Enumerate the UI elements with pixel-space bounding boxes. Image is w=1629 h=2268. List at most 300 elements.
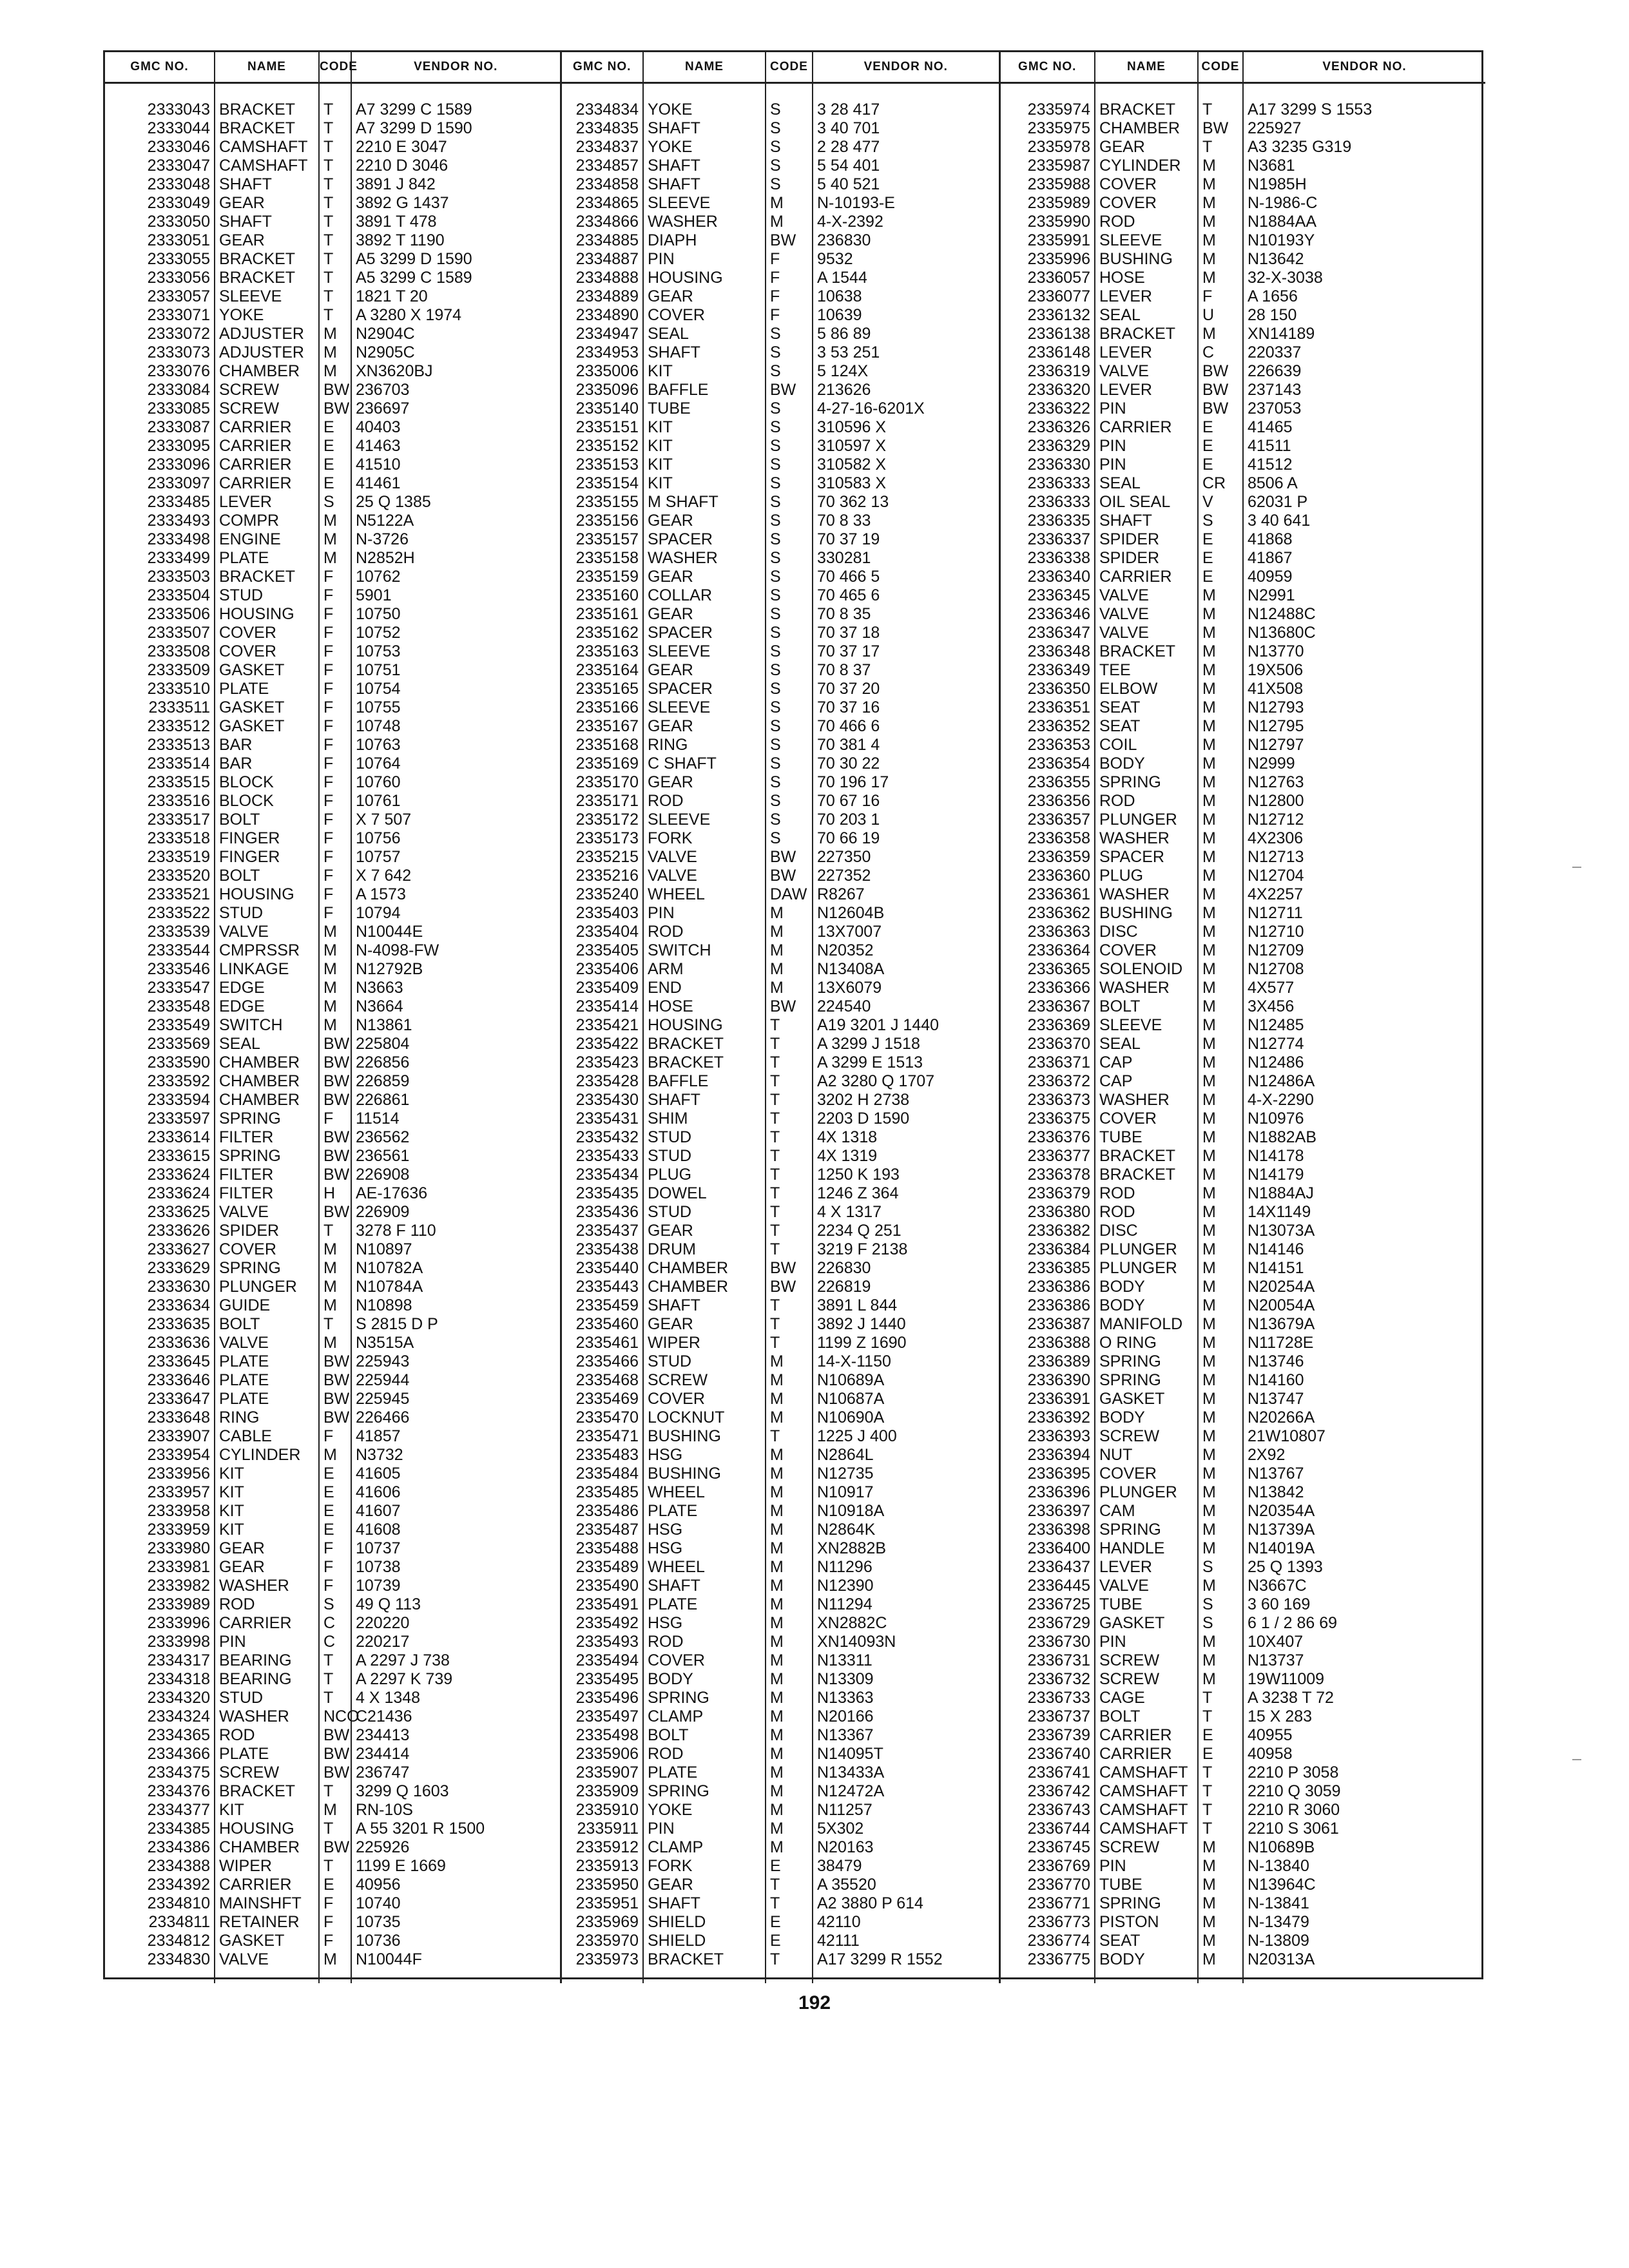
cell-name: ADJUSTER: [215, 325, 319, 343]
cell-vendor: 3202 H 2738: [813, 1091, 999, 1110]
cell-vendor: A17 3299 S 1553: [1248, 101, 1373, 119]
cell-gmc: 2335468: [561, 1371, 643, 1390]
cell-code: F: [319, 867, 351, 885]
cell-code: M: [1198, 754, 1243, 773]
table-row: [105, 138, 1485, 157]
cell-vendor: 5X302: [813, 1820, 999, 1838]
cell-gmc: 2336397: [999, 1502, 1095, 1521]
cell-name: WIPER: [215, 1857, 319, 1876]
cell-vendor: 70 196 17: [813, 773, 999, 792]
cell-vendor: XN2882C: [813, 1614, 999, 1633]
cell-vendor: N13363: [813, 1689, 999, 1707]
cell-gmc: 2333084: [105, 381, 215, 399]
cell-code: M: [1198, 867, 1243, 885]
cell-code: C: [1198, 343, 1243, 362]
cell-vendor: N12709: [1248, 941, 1304, 959]
cell-name: CHAMBER: [643, 1278, 766, 1296]
cell-gmc: 2333518: [105, 829, 215, 848]
cell-code: M: [1198, 1166, 1243, 1184]
cell-name: BOLT: [215, 1315, 319, 1334]
header-gmc-no: GMC NO.: [105, 52, 215, 83]
cell-vendor: 70 37 17: [813, 642, 999, 661]
cell-vendor: N2864K: [813, 1521, 999, 1539]
cell-vendor: 4 X 1348: [351, 1689, 561, 1707]
cell-name: SEAT: [1095, 717, 1198, 736]
cell-code: M: [1198, 1315, 1243, 1334]
cell-gmc: 2336360: [999, 867, 1095, 885]
cell-code: S: [766, 474, 813, 493]
table-row: [105, 1240, 1485, 1259]
cell-code: T: [319, 250, 351, 269]
cell-code: T: [319, 1782, 351, 1801]
cell-name: SWITCH: [215, 1016, 319, 1035]
cell-vendor: N10918A: [813, 1502, 999, 1521]
cell-name: SHAFT: [643, 1091, 766, 1110]
table-row: [105, 418, 1485, 437]
cell-name: SCREW: [1095, 1838, 1198, 1857]
table-row: [105, 549, 1485, 568]
cell-name: GEAR: [215, 194, 319, 213]
cell-gmc: 2335913: [561, 1857, 643, 1876]
table-row: [105, 530, 1485, 549]
cell-name: WHEEL: [643, 1483, 766, 1502]
cell-code: M: [1198, 1633, 1243, 1651]
cell-vendor: N12390: [813, 1577, 999, 1595]
cell-gmc: 2336330: [999, 456, 1095, 474]
cell-vendor: A2 3280 Q 1707: [813, 1072, 999, 1091]
cell-vendor: 236561: [351, 1147, 561, 1166]
cell-vendor: 13X7007: [813, 923, 999, 941]
cell-gmc: 2336394: [999, 1446, 1095, 1465]
table-row: [105, 1371, 1485, 1390]
cell-gmc: 2334865: [561, 194, 643, 213]
cell-code: BW: [319, 1128, 351, 1147]
cell-vendor: N1882AB: [1248, 1128, 1317, 1146]
cell-gmc: 2335493: [561, 1633, 643, 1651]
cell-name: ROD: [1095, 1184, 1198, 1203]
cell-vendor: N2852H: [351, 549, 561, 568]
table-row: [105, 1726, 1485, 1745]
cell-name: STUD: [643, 1203, 766, 1222]
cell-gmc: 2333087: [105, 418, 215, 437]
cell-gmc: 2335490: [561, 1577, 643, 1595]
cell-gmc: 2333647: [105, 1390, 215, 1408]
cell-vendor: 3892 G 1437: [351, 194, 561, 213]
parts-table: [105, 52, 1485, 1983]
cell-gmc: 2334388: [105, 1857, 215, 1876]
cell-vendor: N12763: [1248, 773, 1304, 791]
cell-name: HSG: [643, 1521, 766, 1539]
cell-vendor: 227350: [813, 848, 999, 867]
table-row: [105, 698, 1485, 717]
cell-gmc: 2336737: [999, 1707, 1095, 1726]
cell-code: M: [766, 1820, 813, 1838]
cell-name: WASHER: [1095, 979, 1198, 997]
cell-name: PLUG: [643, 1166, 766, 1184]
cell-vendor: 14-X-1150: [813, 1352, 999, 1371]
cell-vendor: N2905C: [351, 343, 561, 362]
cell-vendor: 220337: [1248, 343, 1302, 361]
header-vendor-no: VENDOR NO.: [351, 52, 561, 83]
cell-vendor: 40403: [351, 418, 561, 437]
cell-gmc: 2333998: [105, 1633, 215, 1651]
cell-vendor: 25 Q 1385: [351, 493, 561, 512]
cell-code: M: [1198, 1446, 1243, 1465]
table-row: [105, 1483, 1485, 1502]
cell-code: M: [766, 1633, 813, 1651]
cell-name: DOWEL: [643, 1184, 766, 1203]
cell-vendor: 4-27-16-6201X: [813, 399, 999, 418]
cell-name: COVER: [1095, 941, 1198, 960]
cell-name: BRACKET: [215, 568, 319, 586]
cell-vendor: N11294: [813, 1595, 999, 1614]
cell-code: BW: [319, 1072, 351, 1091]
cell-code: F: [319, 586, 351, 605]
cell-gmc: 2335168: [561, 736, 643, 754]
cell-gmc: 2336369: [999, 1016, 1095, 1035]
cell-name: PIN: [643, 904, 766, 923]
cell-vendor: N20166: [813, 1707, 999, 1726]
cell-gmc: 2335486: [561, 1502, 643, 1521]
cell-name: BRACKET: [1095, 101, 1198, 119]
cell-gmc: 2336388: [999, 1334, 1095, 1352]
cell-vendor: N-10193-E: [813, 194, 999, 213]
cell-vendor: 4X2306: [1248, 829, 1304, 847]
cell-name: HOUSING: [643, 1016, 766, 1035]
cell-name: COVER: [643, 1390, 766, 1408]
cell-name: KIT: [215, 1801, 319, 1820]
cell-name: BRACKET: [643, 1035, 766, 1053]
parts-table-body: [105, 83, 1485, 1984]
cell-gmc: 2336354: [999, 754, 1095, 773]
cell-code: BW: [319, 399, 351, 418]
cell-name: CARRIER: [215, 1876, 319, 1894]
header-row: [105, 52, 1485, 83]
cell-code: T: [319, 269, 351, 287]
cell-gmc: 2335423: [561, 1053, 643, 1072]
table-row: [105, 1801, 1485, 1820]
cell-code: F: [319, 717, 351, 736]
cell-code: BW: [319, 1203, 351, 1222]
table-row: [105, 941, 1485, 960]
cell-code: M: [766, 1521, 813, 1539]
cell-vendor: N10193Y: [1248, 231, 1315, 249]
cell-name: CAP: [1095, 1072, 1198, 1091]
cell-name: SPRING: [1095, 1521, 1198, 1539]
cell-gmc: 2333594: [105, 1091, 215, 1110]
cell-gmc: 2335498: [561, 1726, 643, 1745]
cell-name: GEAR: [643, 287, 766, 306]
cell-gmc: 2333597: [105, 1110, 215, 1128]
cell-code: M: [1198, 269, 1243, 287]
cell-name: GUIDE: [215, 1296, 319, 1315]
cell-name: WASHER: [1095, 829, 1198, 848]
cell-name: ELBOW: [1095, 680, 1198, 698]
cell-name: BODY: [643, 1670, 766, 1689]
cell-vendor: N-13840: [1248, 1857, 1309, 1875]
cell-name: KIT: [643, 456, 766, 474]
cell-vendor: 10794: [351, 904, 561, 923]
cell-vendor: N12774: [1248, 1035, 1304, 1053]
cell-name: GEAR: [215, 1558, 319, 1577]
cell-vendor: 1199 Z 1690: [813, 1334, 999, 1352]
cell-gmc: 2333957: [105, 1483, 215, 1502]
cell-name: BUSHING: [643, 1465, 766, 1483]
table-row: [105, 1633, 1485, 1651]
cell-name: KIT: [643, 474, 766, 493]
cell-gmc: 2335421: [561, 1016, 643, 1035]
cell-vendor: 41461: [351, 474, 561, 493]
cell-name: PIN: [1095, 399, 1198, 418]
cell-code: M: [1198, 231, 1243, 250]
cell-vendor: 41465: [1248, 418, 1293, 436]
cell-vendor: 70 465 6: [813, 586, 999, 605]
cell-gmc: 2335975: [999, 119, 1095, 138]
cell-vendor: N-13841: [1248, 1894, 1309, 1912]
cell-vendor: N2904C: [351, 325, 561, 343]
cell-code: M: [1198, 1016, 1243, 1035]
cell-code: E: [319, 456, 351, 474]
cell-vendor: 32-X-3038: [1248, 269, 1323, 287]
cell-code: BW: [766, 231, 813, 250]
cell-vendor: N3732: [351, 1446, 561, 1465]
cell-gmc: 2335471: [561, 1427, 643, 1446]
table-row: [105, 997, 1485, 1016]
cell-name: BUSHING: [1095, 250, 1198, 269]
cell-gmc: 2336385: [999, 1259, 1095, 1278]
cell-gmc: 2335906: [561, 1745, 643, 1763]
cell-code: E: [319, 437, 351, 456]
parts-listing-sheet: [103, 50, 1483, 1979]
cell-gmc: 2336364: [999, 941, 1095, 960]
cell-vendor: N10897: [351, 1240, 561, 1259]
cell-name: PIN: [643, 1820, 766, 1838]
table-row: [105, 1857, 1485, 1876]
cell-code: BW: [319, 1838, 351, 1857]
cell-vendor: N10898: [351, 1296, 561, 1315]
cell-gmc: 2334375: [105, 1763, 215, 1782]
cell-name: BRACKET: [643, 1950, 766, 1969]
cell-gmc: 2333996: [105, 1614, 215, 1633]
cell-name: SCREW: [1095, 1670, 1198, 1689]
table-row: [105, 1147, 1485, 1166]
cell-name: BRACKET: [215, 101, 319, 119]
cell-vendor: 213626: [813, 381, 999, 399]
cell-code: T: [766, 1950, 813, 1969]
cell-vendor: N12792B: [351, 960, 561, 979]
cell-vendor: N20266A: [1248, 1408, 1315, 1427]
cell-name: COVER: [1095, 1465, 1198, 1483]
cell-gmc: 2336340: [999, 568, 1095, 586]
cell-name: GEAR: [643, 568, 766, 586]
cell-gmc: 2333520: [105, 867, 215, 885]
cell-gmc: 2333624: [105, 1184, 215, 1203]
cell-gmc: 2333626: [105, 1222, 215, 1240]
cell-gmc: 2333509: [105, 661, 215, 680]
cell-vendor: 4X2257: [1248, 885, 1304, 903]
cell-vendor: A 35520: [813, 1876, 999, 1894]
cell-name: SHAFT: [643, 175, 766, 194]
cell-code: M: [766, 1371, 813, 1390]
cell-gmc: 2333980: [105, 1539, 215, 1558]
cell-vendor: 2210 E 3047: [351, 138, 561, 157]
cell-vendor: 40955: [1248, 1726, 1293, 1744]
cell-name: SHAFT: [215, 175, 319, 194]
table-row: [105, 175, 1485, 194]
table-row: [105, 1203, 1485, 1222]
cell-name: BLOCK: [215, 773, 319, 792]
cell-gmc: 2333507: [105, 624, 215, 642]
cell-code: M: [766, 904, 813, 923]
cell-name: SPRING: [643, 1782, 766, 1801]
cell-code: M: [1198, 250, 1243, 269]
cell-gmc: 2335167: [561, 717, 643, 736]
cell-code: S: [1198, 1595, 1243, 1614]
cell-code: E: [319, 1521, 351, 1539]
cell-gmc: 2336730: [999, 1633, 1095, 1651]
cell-code: M: [1198, 1371, 1243, 1390]
cell-name: CARRIER: [215, 437, 319, 456]
cell-name: KIT: [215, 1483, 319, 1502]
cell-name: SPRING: [1095, 1894, 1198, 1913]
cell-code: F: [319, 1110, 351, 1128]
cell-name: COIL: [1095, 736, 1198, 754]
table-row: [105, 1222, 1485, 1240]
cell-vendor: 3892 J 1440: [813, 1315, 999, 1334]
cell-code: M: [319, 530, 351, 549]
cell-code: T: [1198, 138, 1243, 157]
table-row: [105, 1502, 1485, 1521]
cell-code: M: [766, 1352, 813, 1371]
cell-code: T: [319, 1689, 351, 1707]
cell-name: PIN: [643, 250, 766, 269]
cell-vendor: 11514: [351, 1110, 561, 1128]
cell-code: M: [1198, 661, 1243, 680]
cell-name: WIPER: [643, 1334, 766, 1352]
cell-vendor: N12488C: [1248, 605, 1316, 623]
cell-name: STUD: [215, 586, 319, 605]
cell-vendor: 19X506: [1248, 661, 1304, 679]
cell-gmc: 2335483: [561, 1446, 643, 1465]
cell-code: M: [319, 941, 351, 960]
cell-gmc: 2333982: [105, 1577, 215, 1595]
cell-code: F: [319, 904, 351, 923]
margin-mark: [1572, 1759, 1581, 1760]
cell-code: M: [766, 1838, 813, 1857]
cell-vendor: 236830: [813, 231, 999, 250]
cell-gmc: 2334810: [105, 1894, 215, 1913]
cell-code: M: [1198, 1091, 1243, 1110]
cell-name: PIN: [1095, 437, 1198, 456]
cell-code: M: [1198, 1110, 1243, 1128]
cell-code: S: [766, 811, 813, 829]
cell-vendor: N13746: [1248, 1352, 1304, 1370]
cell-vendor: 2234 Q 251: [813, 1222, 999, 1240]
cell-vendor: 70 381 4: [813, 736, 999, 754]
cell-vendor: N14146: [1248, 1240, 1304, 1258]
cell-gmc: 2336743: [999, 1801, 1095, 1820]
cell-gmc: 2333051: [105, 231, 215, 250]
cell-gmc: 2333635: [105, 1315, 215, 1334]
cell-name: BODY: [1095, 1950, 1198, 1969]
cell-code: V: [1198, 493, 1243, 512]
cell-name: BODY: [1095, 1278, 1198, 1296]
table-row: [105, 287, 1485, 306]
cell-name: WASHER: [215, 1707, 319, 1726]
table-row: [105, 1521, 1485, 1539]
cell-gmc: 2336377: [999, 1147, 1095, 1166]
cell-gmc: 2334392: [105, 1876, 215, 1894]
cell-gmc: 2336362: [999, 904, 1095, 923]
cell-name: FORK: [643, 829, 766, 848]
cell-name: RETAINER: [215, 1913, 319, 1932]
cell-code: F: [319, 736, 351, 754]
cell-vendor: 15 X 283: [1248, 1707, 1313, 1725]
cell-name: GASKET: [1095, 1614, 1198, 1633]
cell-name: O RING: [1095, 1334, 1198, 1352]
cell-code: M: [1198, 1240, 1243, 1259]
cell-name: CARRIER: [1095, 1745, 1198, 1763]
header-gmc-no: GMC NO.: [561, 52, 643, 83]
cell-code: M: [1198, 1539, 1243, 1558]
cell-code: F: [766, 287, 813, 306]
cell-vendor: A7 3299 C 1589: [351, 101, 561, 119]
cell-name: FORK: [643, 1857, 766, 1876]
cell-code: F: [319, 605, 351, 624]
cell-code: F: [319, 885, 351, 904]
cell-gmc: 2336338: [999, 549, 1095, 568]
cell-gmc: 2336731: [999, 1651, 1095, 1670]
cell-vendor: N-13809: [1248, 1932, 1309, 1950]
cell-name: PIN: [1095, 1857, 1198, 1876]
cell-gmc: 2336742: [999, 1782, 1095, 1801]
cell-gmc: 2335461: [561, 1334, 643, 1352]
cell-code: T: [766, 1427, 813, 1446]
cell-name: WASHER: [643, 213, 766, 231]
cell-vendor: N10044E: [351, 923, 561, 941]
cell-gmc: 2336380: [999, 1203, 1095, 1222]
cell-vendor: 226466: [351, 1408, 561, 1427]
cell-code: E: [1198, 1745, 1243, 1763]
cell-vendor: 220220: [351, 1614, 561, 1633]
cell-gmc: 2335909: [561, 1782, 643, 1801]
cell-code: M: [319, 1016, 351, 1035]
cell-name: GEAR: [643, 661, 766, 680]
cell-vendor: A2 3880 P 614: [813, 1894, 999, 1913]
table-row: [105, 381, 1485, 399]
table-row: [105, 1427, 1485, 1446]
cell-code: E: [1198, 418, 1243, 437]
cell-gmc: 2336769: [999, 1857, 1095, 1876]
cell-gmc: 2335912: [561, 1838, 643, 1857]
cell-name: ROD: [1095, 213, 1198, 231]
cell-vendor: N13311: [813, 1651, 999, 1670]
table-row: [105, 1035, 1485, 1053]
cell-gmc: 2335991: [999, 231, 1095, 250]
cell-gmc: 2334385: [105, 1820, 215, 1838]
cell-name: SEAT: [1095, 1932, 1198, 1950]
cell-code: S: [766, 530, 813, 549]
cell-gmc: 2335157: [561, 530, 643, 549]
cell-code: BW: [1198, 381, 1243, 399]
cell-code: T: [766, 1016, 813, 1035]
cell-gmc: 2335215: [561, 848, 643, 867]
table-row: [105, 1465, 1485, 1483]
cell-code: M: [766, 1483, 813, 1502]
cell-code: S: [319, 493, 351, 512]
cell-code: M: [1198, 1913, 1243, 1932]
cell-name: WHEEL: [643, 885, 766, 904]
